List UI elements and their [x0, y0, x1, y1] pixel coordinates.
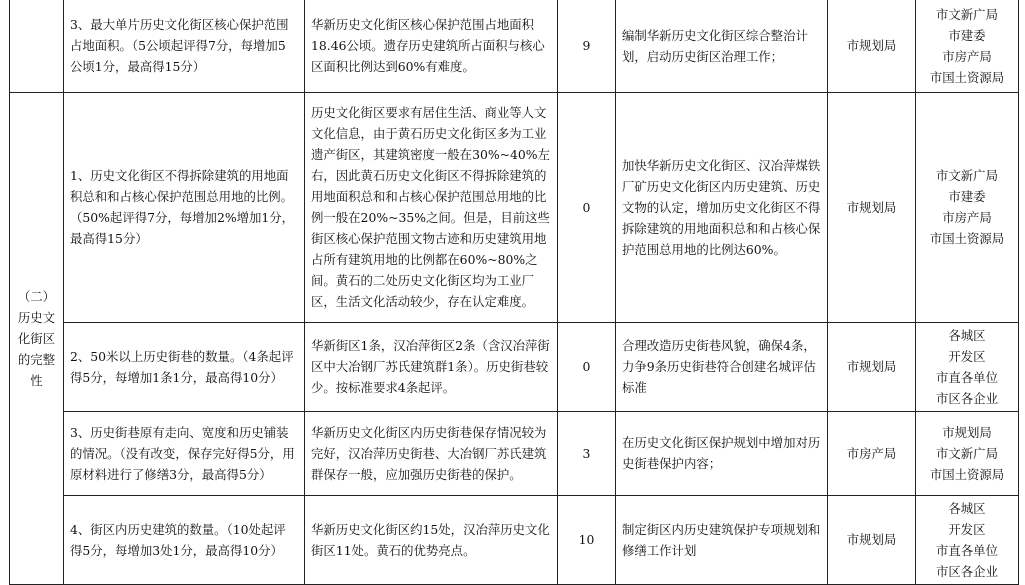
assist-unit: 各城区: [948, 500, 986, 516]
current-status-cell: 华新街区1条，汉冶萍街区2条（含汉冶萍街区中大冶钢厂苏氏建筑群1条）。历史街巷较少。按标准要求4条起评。: [305, 322, 558, 411]
measures-cell: 合理改造历史街巷风貌，确保4条，力争9条历史街巷符合创建名城评估标准: [616, 322, 828, 411]
assist-unit: 市建委: [948, 189, 986, 204]
category-cell-empty: [10, 0, 64, 92]
assist-unit: 市国土资源局: [929, 466, 1005, 482]
score-cell: 9: [558, 0, 616, 92]
assist-unit: 市直各单位: [936, 369, 998, 385]
measures-cell: 在历史文化街区保护规划中增加对历史街巷保护内容；: [616, 411, 828, 495]
assist-unit: 市区各企业: [936, 390, 998, 406]
standard-cell: 4、街区内历史建筑的数量。（10处起评得5分，每增加3处1分，最高得10分）: [64, 495, 305, 584]
assist-units-cell: [916, 0, 1019, 92]
assist-unit: 市文新广局: [936, 168, 998, 183]
assist-unit: 市规划局: [942, 424, 992, 440]
assist-unit: 市直各单位: [936, 542, 998, 558]
table-row: [10, 495, 1019, 584]
assist-unit: 市房产局: [942, 48, 992, 64]
assist-unit: 市区各企业: [936, 563, 998, 579]
assist-unit: 市房产局: [942, 210, 992, 225]
category-cell: （二）历史文化街区的完整性: [10, 92, 64, 584]
assist-units-cell: [916, 411, 1019, 495]
measures-cell: 编制华新历史文化街区综合整治计划，启动历史街区治理工作；: [616, 0, 828, 92]
assist-unit: 开发区: [948, 348, 986, 364]
assist-units-cell: [916, 92, 1019, 322]
lead-unit-cell: 市规划局: [828, 322, 916, 411]
measures-cell: 制定街区内历史建筑保护专项规划和修缮工作计划: [616, 495, 828, 584]
standard-cell: 2、50米以上历史街巷的数量。（4条起评得5分，每增加1条1分，最高得10分）: [64, 322, 305, 411]
standard-cell: 3、历史街巷原有走向、宽度和历史铺装的情况。（没有改变，保存完好得5分，用原材料进行了修缮3分，最高得5分）: [64, 411, 305, 495]
lead-unit-cell: 市规划局: [828, 0, 916, 92]
table-row: [10, 0, 1019, 92]
standard-cell: 1、历史文化街区不得拆除建筑的用地面积总和和占核心保护范围总用地的比例。（50%起评得7分，每增加2%增加1分，最高得15分）: [64, 92, 305, 322]
assist-unit: 各城区: [948, 327, 986, 343]
assist-units-cell: [916, 322, 1019, 411]
assist-unit: 市文新广局: [936, 6, 998, 22]
lead-unit-cell: 市房产局: [828, 411, 916, 495]
standard-cell: 3、最大单片历史文化街区核心保护范围占地面积。（5公顷起评得7分，每增加5公顷1分，最高得15分）: [64, 0, 305, 92]
score-cell: 3: [558, 411, 616, 495]
table-row: [10, 411, 1019, 495]
score-cell: 0: [558, 92, 616, 322]
current-status-cell: 华新历史文化街区核心保护范围占地面积18.46公顷。遗存历史建筑所占面积与核心区面积比例达到60%有难度。: [305, 0, 558, 92]
score-cell: 0: [558, 322, 616, 411]
lead-unit-cell: 市规划局: [828, 92, 916, 322]
table-row: [10, 92, 1019, 322]
evaluation-table: [9, 0, 1019, 585]
current-status-cell: 华新历史文化街区约15处，汉冶萍历史文化街区11处。黄石的优势亮点。: [305, 495, 558, 584]
table-row: [10, 322, 1019, 411]
assist-units-cell: [916, 495, 1019, 584]
assist-unit: 开发区: [948, 521, 986, 537]
assist-unit: 市文新广局: [936, 445, 998, 461]
assist-unit: 市国土资源局: [929, 69, 1005, 85]
assist-unit: 市国土资源局: [929, 231, 1005, 246]
lead-unit-cell: 市规划局: [828, 495, 916, 584]
current-status-cell: 历史文化街区要求有居住生活、商业等人文文化信息，由于黄石历史文化街区多为工业遗产街区，其建筑密度一般在30%~40%左右，因此黄石历史文化街区不得拆除建筑的用地面积总和和占核心保护范围总用地的比例一般在20%~35%之间。但是，目前这些街区核心保护范围文物古迹和历史建筑用地占所有建筑用地的比例都在60%~80%之间。黄石的二处历史文化街区均为工业厂区，生活文化活动较少，存在认定难度。: [305, 92, 558, 322]
assist-unit: 市建委: [948, 27, 986, 43]
current-status-cell: 华新历史文化街区内历史街巷保存情况较为完好，汉冶萍历史街巷、大冶钢厂苏氏建筑群保存一般，应加强历史街巷的保护。: [305, 411, 558, 495]
score-cell: 10: [558, 495, 616, 584]
measures-cell: 加快华新历史文化街区、汉冶萍煤铁厂矿历史文化街区内历史建筑、历史文物的认定，增加历史文化街区不得拆除建筑的用地面积总和和占核心保护范围总用地的比例达60%。: [616, 92, 828, 322]
